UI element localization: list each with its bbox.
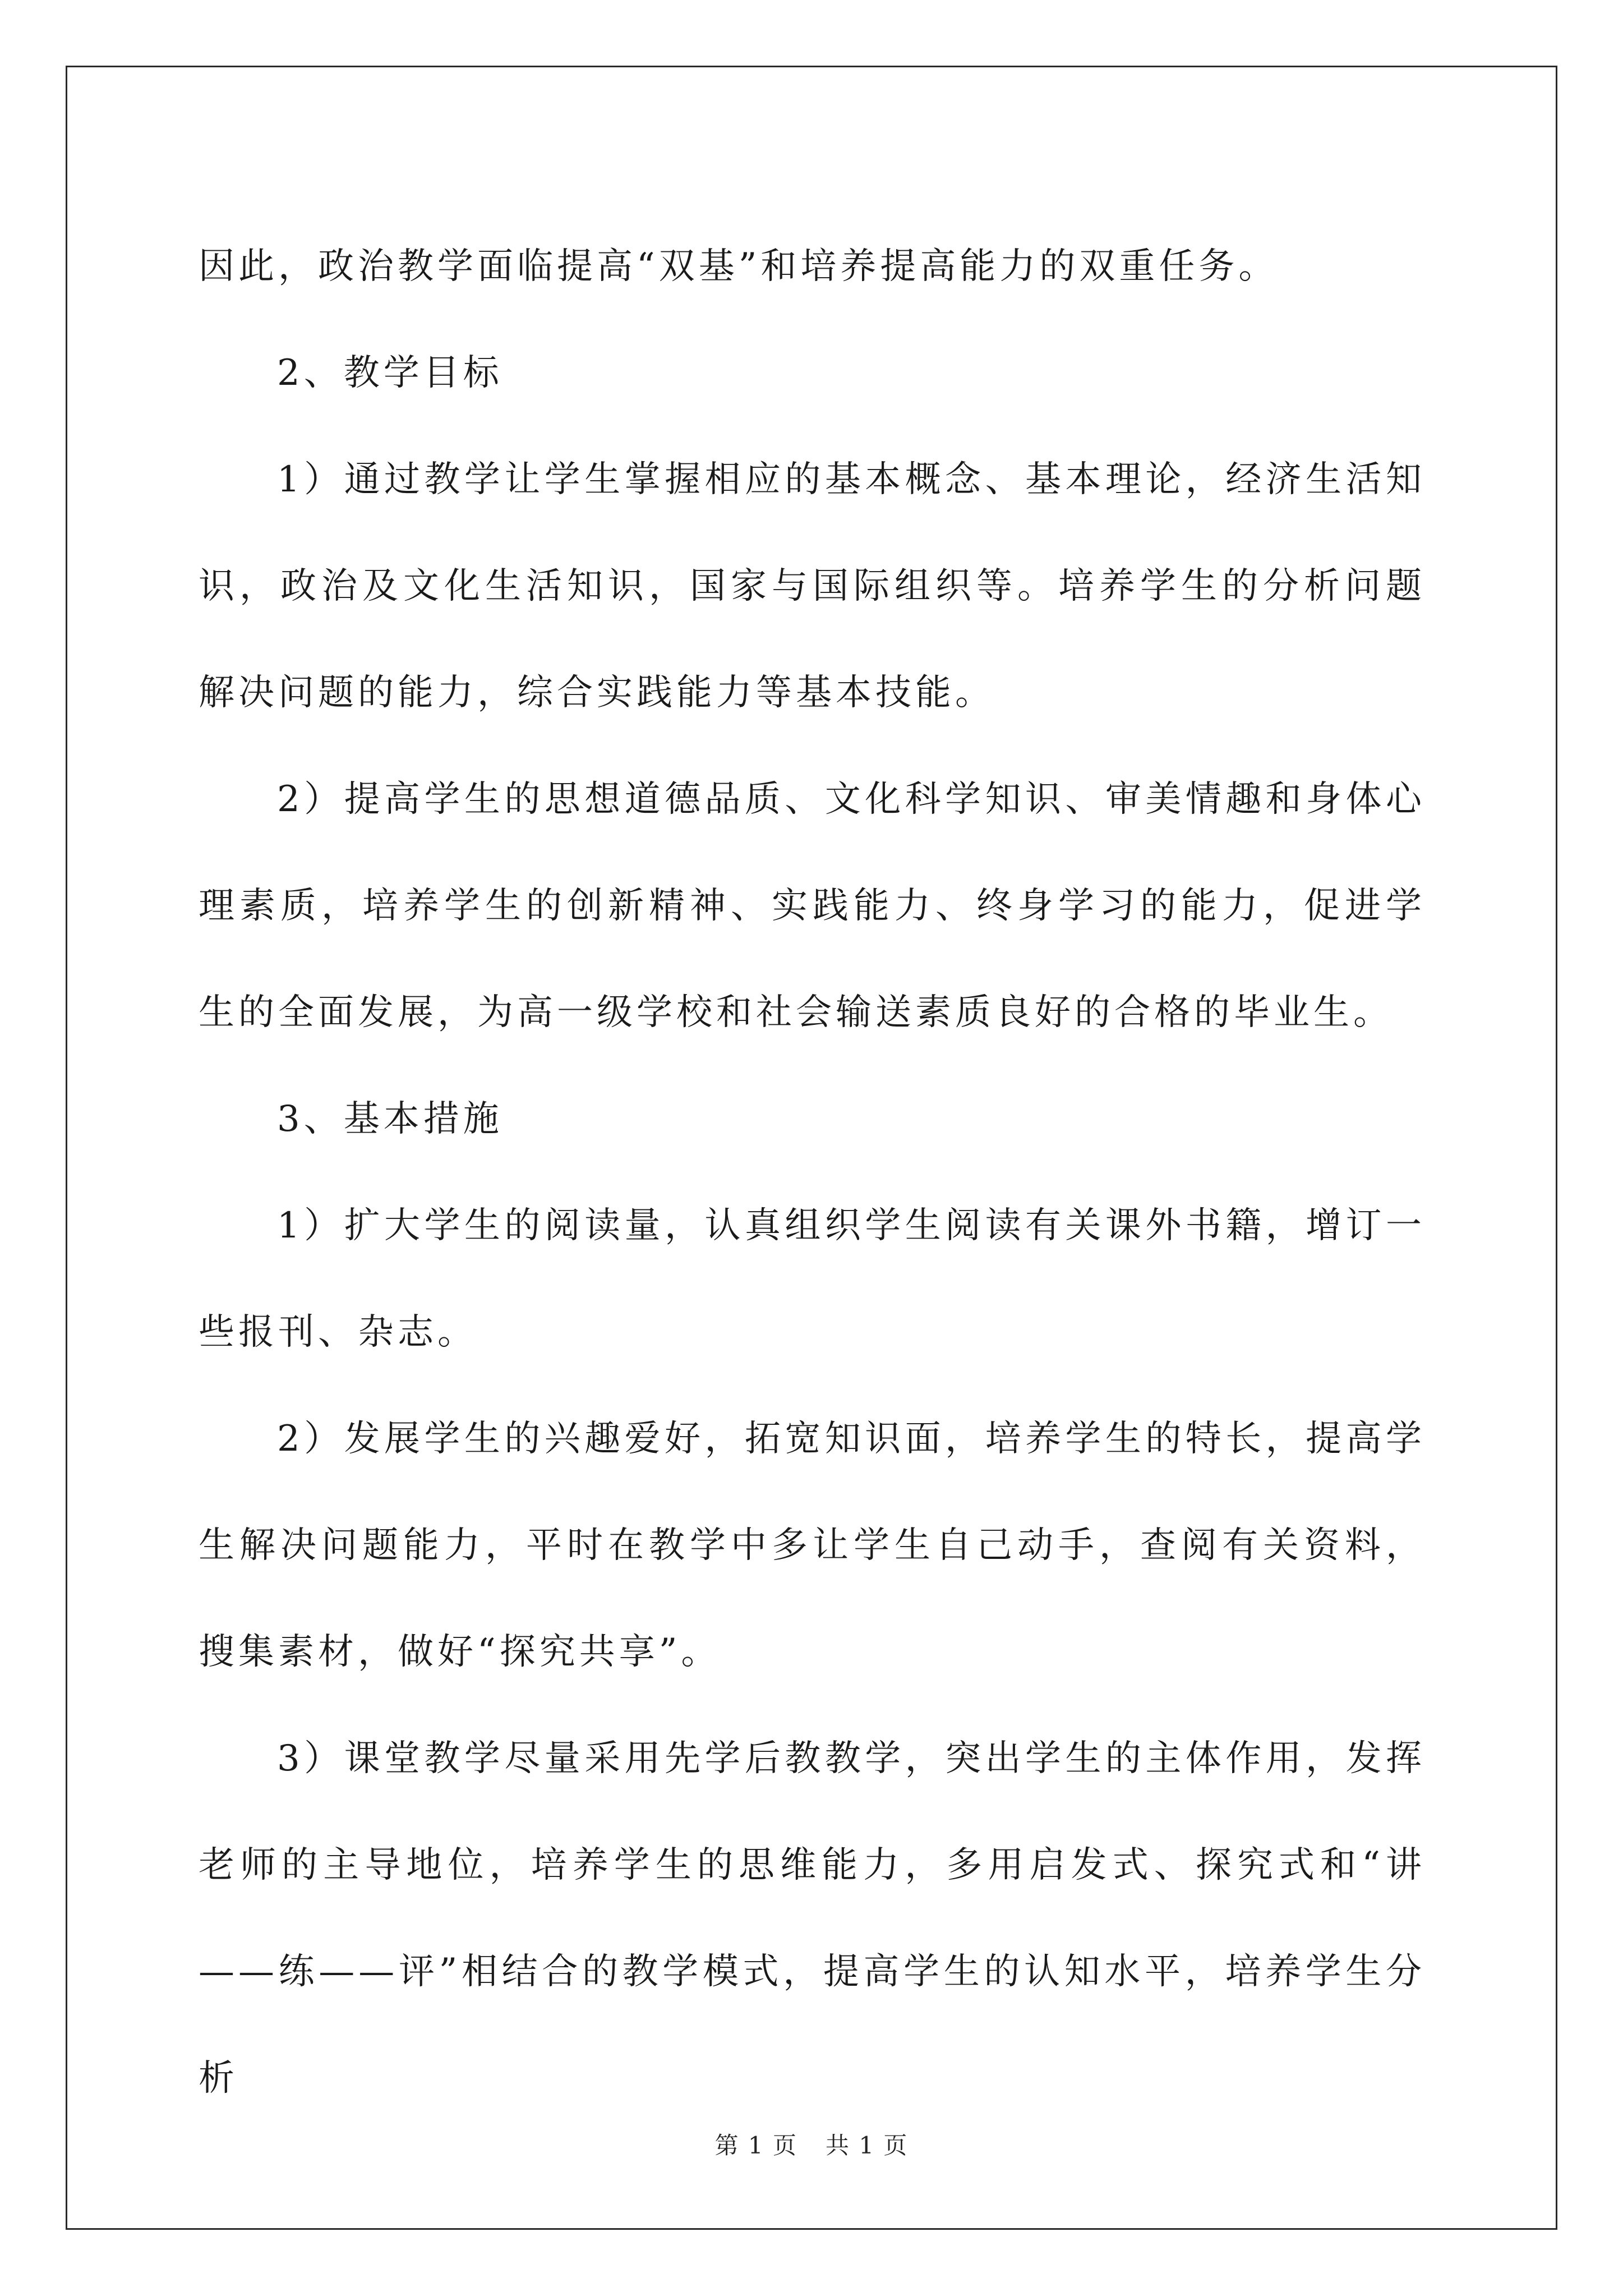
- section-heading: 3、基本措施: [277, 1098, 503, 1140]
- paragraph: 1）通过教学让学生掌握相应的基本概念、基本理论，经济生活知识，政治及文化生活知识，国家与国际组织等。培养学生的分析问题解决问题的能力，综合实践能力等基本技能。: [199, 459, 1426, 714]
- section-heading: 2、教学目标: [277, 352, 503, 394]
- paragraph: 1）扩大学生的阅读量，认真组织学生阅读有关课外书籍，增订一些报刊、杂志。: [199, 1205, 1426, 1353]
- paragraph: 2）提高学生的思想道德品质、文化科学知识、审美情趣和身体心理素质，培养学生的创新精神、实践能力、终身学习的能力，促进学生的全面发展，为高一级学校和社会输送素质良好的合格的毕业生。: [199, 779, 1426, 1033]
- page-number-current: 第 1 页: [714, 2132, 797, 2159]
- document-body: [199, 213, 1426, 2132]
- paragraph: 因此，政治教学面临提高“双基”和培养提高能力的双重任务。: [199, 246, 1279, 287]
- paragraph: 3）课堂教学尽量采用先学后教教学，突出学生的主体作用，发挥老师的主导地位，培养学生的思维能力，多用启发式、探究式和“讲——练——评”相结合的教学模式，提高学生的认知水平，培养学生分析: [199, 1738, 1426, 2099]
- page-footer: [0, 2129, 1623, 2162]
- paragraph: 2）发展学生的兴趣爱好，拓宽知识面，培养学生的特长，提高学生解决问题能力，平时在教学中多让学生自己动手，查阅有关资料，搜集素材，做好“探究共享”。: [199, 1418, 1426, 1673]
- page-number-total: 共 1 页: [826, 2132, 909, 2159]
